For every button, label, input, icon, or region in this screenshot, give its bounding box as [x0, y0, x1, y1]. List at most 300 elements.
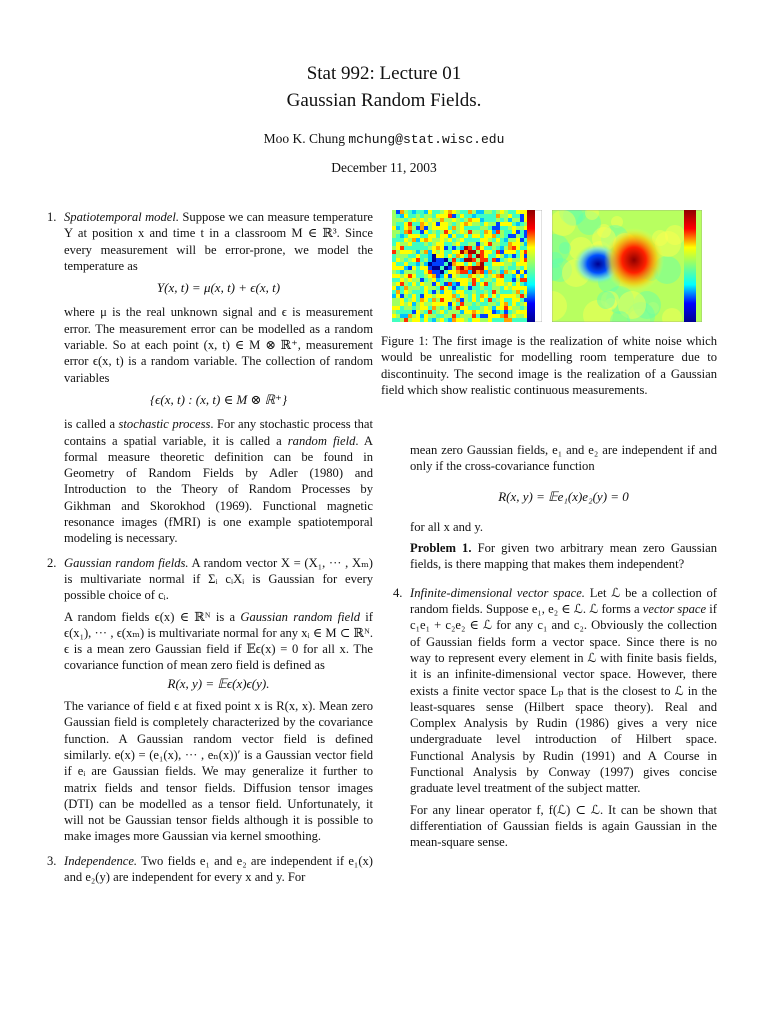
noise-pixel [504, 286, 508, 290]
noise-pixel [484, 294, 488, 298]
noise-pixel [496, 290, 500, 294]
noise-pixel [476, 262, 480, 266]
noise-pixel [452, 266, 456, 270]
noise-pixel [424, 222, 428, 226]
noise-pixel [392, 234, 396, 238]
noise-pixel [504, 294, 508, 298]
noise-pixel [396, 294, 400, 298]
noise-pixel [412, 318, 416, 322]
noise-pixel [400, 210, 404, 214]
noise-pixel [504, 218, 508, 222]
noise-pixel [508, 254, 512, 258]
noise-pixel [428, 270, 432, 274]
noise-pixel [516, 234, 520, 238]
noise-pixel [508, 222, 512, 226]
noise-pixel [448, 302, 452, 306]
noise-pixel [500, 222, 504, 226]
noise-pixel [520, 294, 524, 298]
noise-pixel [432, 234, 436, 238]
noise-pixel [472, 282, 476, 286]
noise-pixel [456, 214, 460, 218]
noise-pixel [484, 230, 488, 234]
noise-pixel [472, 310, 476, 314]
noise-pixel [492, 242, 496, 246]
noise-pixel [504, 210, 508, 214]
noise-pixel [436, 294, 440, 298]
noise-pixel [396, 234, 400, 238]
noise-pixel [400, 294, 404, 298]
noise-pixel [396, 266, 400, 270]
noise-pixel [488, 294, 492, 298]
noise-pixel [404, 226, 408, 230]
noise-pixel [452, 282, 456, 286]
noise-pixel [496, 246, 500, 250]
noise-pixel [412, 250, 416, 254]
noise-pixel [488, 210, 492, 214]
noise-pixel [460, 302, 464, 306]
noise-pixel [452, 290, 456, 294]
noise-pixel [428, 254, 432, 258]
noise-pixel [476, 214, 480, 218]
noise-pixel [520, 298, 524, 302]
noise-pixel [392, 242, 396, 246]
noise-pixel [520, 278, 524, 282]
noise-pixel [496, 302, 500, 306]
noise-pixel [408, 258, 412, 262]
noise-pixel [452, 222, 456, 226]
noise-pixel [468, 290, 472, 294]
noise-pixel [468, 302, 472, 306]
noise-pixel [416, 234, 420, 238]
noise-pixel [436, 218, 440, 222]
noise-pixel [480, 294, 484, 298]
noise-pixel [516, 306, 520, 310]
noise-pixel [500, 246, 504, 250]
noise-pixel [424, 314, 428, 318]
noise-pixel [392, 314, 396, 318]
noise-pixel [508, 234, 512, 238]
noise-pixel [468, 262, 472, 266]
noise-pixel [400, 274, 404, 278]
noise-pixel [444, 286, 448, 290]
noise-pixel [476, 266, 480, 270]
noise-pixel [476, 254, 480, 258]
noise-pixel [408, 218, 412, 222]
noise-pixel [392, 306, 396, 310]
noise-pixel [508, 286, 512, 290]
noise-pixel [464, 298, 468, 302]
noise-pixel [504, 266, 508, 270]
noise-pixel [492, 226, 496, 230]
noise-pixel [400, 242, 404, 246]
noise-pixel [436, 274, 440, 278]
noise-pixel [476, 222, 480, 226]
noise-pixel [520, 266, 524, 270]
noise-pixel [460, 306, 464, 310]
noise-pixel [452, 250, 456, 254]
noise-pixel [408, 310, 412, 314]
noise-pixel [432, 238, 436, 242]
noise-pixel [432, 242, 436, 246]
noise-pixel [472, 274, 476, 278]
noise-pixel [504, 314, 508, 318]
noise-pixel [456, 310, 460, 314]
noise-pixel [392, 246, 396, 250]
noise-pixel [512, 298, 516, 302]
noise-pixel [404, 270, 408, 274]
noise-pixel [440, 306, 444, 310]
noise-pixel [492, 230, 496, 234]
noise-pixel [400, 226, 404, 230]
equation: {ϵ(x, t) : (x, t) ∈ M ⊗ ℝ⁺} [149, 391, 288, 407]
noise-pixel [424, 254, 428, 258]
noise-pixel [428, 306, 432, 310]
noise-pixel [440, 218, 444, 222]
noise-pixel [500, 214, 504, 218]
noise-pixel [468, 242, 472, 246]
noise-pixel [460, 294, 464, 298]
noise-pixel [412, 266, 416, 270]
noise-pixel [392, 218, 396, 222]
noise-pixel [436, 254, 440, 258]
noise-pixel [464, 242, 468, 246]
noise-pixel [480, 242, 484, 246]
noise-pixel [408, 222, 412, 226]
noise-pixel [480, 318, 484, 322]
noise-pixel [412, 282, 416, 286]
noise-pixel [488, 222, 492, 226]
noise-pixel [428, 258, 432, 262]
noise-pixel [472, 230, 476, 234]
noise-pixel [408, 214, 412, 218]
noise-pixel [404, 214, 408, 218]
noise-pixel [412, 290, 416, 294]
noise-pixel [444, 262, 448, 266]
noise-pixel [412, 286, 416, 290]
noise-pixel [456, 298, 460, 302]
noise-pixel [516, 274, 520, 278]
noise-pixel [520, 242, 524, 246]
noise-pixel [472, 270, 476, 274]
noise-pixel [480, 246, 484, 250]
noise-pixel [512, 310, 516, 314]
noise-pixel [484, 222, 488, 226]
noise-pixel [428, 242, 432, 246]
noise-pixel [480, 266, 484, 270]
noise-pixel [476, 270, 480, 274]
noise-pixel [436, 282, 440, 286]
noise-pixel [412, 314, 416, 318]
author-line [0, 131, 768, 147]
noise-pixel [400, 262, 404, 266]
noise-pixel [440, 318, 444, 322]
noise-pixel [456, 250, 460, 254]
noise-pixel [436, 298, 440, 302]
noise-pixel [500, 234, 504, 238]
noise-pixel [472, 290, 476, 294]
noise-pixel [512, 214, 516, 218]
noise-pixel [444, 266, 448, 270]
noise-pixel [412, 218, 416, 222]
noise-pixel [420, 302, 424, 306]
noise-pixel [416, 230, 420, 234]
noise-pixel [392, 302, 396, 306]
noise-pixel [520, 258, 524, 262]
noise-pixel [484, 246, 488, 250]
noise-pixel [444, 222, 448, 226]
noise-pixel [408, 282, 412, 286]
noise-pixel [452, 226, 456, 230]
noise-pixel [428, 246, 432, 250]
noise-pixel [484, 278, 488, 282]
noise-pixel [428, 294, 432, 298]
noise-pixel [452, 234, 456, 238]
noise-pixel [416, 218, 420, 222]
noise-pixel [484, 262, 488, 266]
noise-pixel [396, 250, 400, 254]
noise-pixel [464, 234, 468, 238]
noise-pixel [412, 210, 416, 214]
noise-pixel [408, 302, 412, 306]
noise-pixel [460, 266, 464, 270]
noise-pixel [468, 218, 472, 222]
noise-pixel [512, 270, 516, 274]
item-number: 3. [47, 853, 57, 868]
noise-pixel [396, 238, 400, 242]
noise-pixel [424, 230, 428, 234]
noise-pixel [420, 318, 424, 322]
noise-pixel [504, 246, 508, 250]
noise-pixel [440, 246, 444, 250]
noise-pixel [496, 262, 500, 266]
noise-pixel [444, 258, 448, 262]
noise-pixel [456, 318, 460, 322]
item-number: 2. [47, 555, 57, 570]
noise-pixel [520, 234, 524, 238]
noise-pixel [476, 258, 480, 262]
noise-pixel [448, 222, 452, 226]
noise-pixel [520, 310, 524, 314]
noise-pixel [448, 258, 452, 262]
noise-pixel [504, 278, 508, 282]
item-heading: Infinite-dimensional vector space. [410, 585, 585, 600]
noise-pixel [396, 270, 400, 274]
item-text: A random vector X = (X₁, ··· , Xₘ) is multivariate normal if Σᵢ cᵢXᵢ is Gaussian for every possible choice of cᵢ. [64, 555, 373, 603]
noise-pixel [452, 246, 456, 250]
noise-pixel [492, 310, 496, 314]
noise-pixel [424, 302, 428, 306]
noise-pixel [512, 210, 516, 214]
noise-pixel [488, 226, 492, 230]
noise-pixel [456, 274, 460, 278]
noise-pixel [480, 274, 484, 278]
noise-pixel [452, 230, 456, 234]
noise-pixel [416, 254, 420, 258]
noise-pixel [504, 258, 508, 262]
noise-pixel [424, 258, 428, 262]
noise-pixel [500, 294, 504, 298]
noise-pixel [460, 246, 464, 250]
noise-pixel [516, 302, 520, 306]
noise-pixel [420, 238, 424, 242]
noise-pixel [420, 234, 424, 238]
noise-pixel [448, 234, 452, 238]
noise-pixel [484, 254, 488, 258]
noise-pixel [500, 226, 504, 230]
noise-pixel [468, 226, 472, 230]
noise-pixel [492, 258, 496, 262]
noise-pixel [480, 270, 484, 274]
noise-pixel [436, 234, 440, 238]
noise-pixel [504, 270, 508, 274]
noise-pixel [432, 286, 436, 290]
noise-pixel [412, 278, 416, 282]
noise-pixel [444, 250, 448, 254]
noise-pixel [500, 270, 504, 274]
problem-text: For given two arbitrary mean zero Gaussian fields, is there mapping that makes them independent? [410, 541, 717, 572]
noise-pixel [432, 310, 436, 314]
noise-pixel [520, 250, 524, 254]
noise-pixel [504, 238, 508, 242]
noise-pixel [428, 230, 432, 234]
page-title: Stat 992: Lecture 01 [306, 63, 462, 84]
noise-pixel [464, 222, 468, 226]
noise-pixel [416, 310, 420, 314]
noise-pixel [416, 306, 420, 310]
noise-pixel [468, 246, 472, 250]
noise-pixel [408, 242, 412, 246]
noise-pixel [408, 246, 412, 250]
noise-pixel [440, 254, 444, 258]
noise-pixel [496, 318, 500, 322]
noise-pixel [460, 298, 464, 302]
noise-pixel [396, 262, 400, 266]
noise-pixel [456, 258, 460, 262]
noise-pixel [468, 238, 472, 242]
noise-pixel [468, 258, 472, 262]
noise-pixel [424, 310, 428, 314]
noise-pixel [508, 214, 512, 218]
noise-pixel [496, 278, 500, 282]
noise-pixel [452, 274, 456, 278]
noise-pixel [492, 278, 496, 282]
noise-pixel [396, 218, 400, 222]
noise-pixel [392, 266, 396, 270]
noise-pixel [420, 278, 424, 282]
noise-pixel [496, 226, 500, 230]
noise-pixel [436, 258, 440, 262]
noise-pixel [420, 266, 424, 270]
noise-pixel [516, 314, 520, 318]
noise-pixel [416, 298, 420, 302]
noise-pixel [412, 270, 416, 274]
noise-pixel [456, 266, 460, 270]
field-blob [559, 242, 571, 254]
noise-pixel [468, 294, 472, 298]
noise-pixel [476, 218, 480, 222]
noise-pixel [440, 242, 444, 246]
noise-pixel [472, 250, 476, 254]
noise-pixel [516, 266, 520, 270]
noise-pixel [460, 230, 464, 234]
noise-pixel [448, 242, 452, 246]
noise-pixel [492, 254, 496, 258]
noise-pixel [420, 218, 424, 222]
noise-pixel [448, 246, 452, 250]
noise-pixel [500, 218, 504, 222]
noise-pixel [496, 306, 500, 310]
noise-pixel [456, 254, 460, 258]
noise-pixel [440, 262, 444, 266]
noise-pixel [480, 290, 484, 294]
noise-pixel [504, 262, 508, 266]
noise-pixel [416, 214, 420, 218]
noise-pixel [440, 286, 444, 290]
noise-pixel [416, 282, 420, 286]
noise-pixel [436, 286, 440, 290]
noise-pixel [448, 274, 452, 278]
noise-pixel [416, 318, 420, 322]
noise-pixel [416, 266, 420, 270]
noise-pixel [464, 238, 468, 242]
noise-pixel [424, 294, 428, 298]
noise-pixel [428, 238, 432, 242]
noise-pixel [500, 258, 504, 262]
noise-pixel [512, 238, 516, 242]
noise-pixel [440, 234, 444, 238]
noise-pixel [480, 230, 484, 234]
noise-pixel [416, 222, 420, 226]
noise-pixel [448, 226, 452, 230]
figure-caption: Figure 1: The first image is the realization of white noise which would be unrealistic for modelling room temperature due to discontinuity. The second image is the realization of a Gaussian field which show realistic continuous measurements. [381, 334, 717, 397]
noise-pixel [468, 222, 472, 226]
noise-pixel [504, 318, 508, 322]
noise-pixel [500, 310, 504, 314]
noise-pixel [480, 302, 484, 306]
noise-pixel [404, 246, 408, 250]
noise-pixel [440, 282, 444, 286]
noise-pixel [508, 210, 512, 214]
noise-pixel [516, 262, 520, 266]
noise-pixel [460, 278, 464, 282]
noise-pixel [512, 254, 516, 258]
noise-pixel [460, 214, 464, 218]
noise-pixel [508, 258, 512, 262]
noise-pixel [452, 314, 456, 318]
noise-pixel [512, 274, 516, 278]
noise-pixel [420, 286, 424, 290]
noise-pixel [500, 250, 504, 254]
noise-pixel [428, 274, 432, 278]
noise-pixel [428, 250, 432, 254]
noise-pixel [392, 294, 396, 298]
noise-pixel [492, 314, 496, 318]
noise-pixel [468, 314, 472, 318]
noise-pixel [512, 282, 516, 286]
noise-pixel [404, 278, 408, 282]
noise-pixel [452, 242, 456, 246]
item-text: for all x and y. [410, 519, 483, 534]
noise-pixel [404, 302, 408, 306]
noise-pixel [432, 218, 436, 222]
noise-pixel [516, 290, 520, 294]
noise-pixel [420, 298, 424, 302]
noise-pixel [412, 262, 416, 266]
noise-pixel [428, 262, 432, 266]
noise-pixel [440, 302, 444, 306]
noise-pixel [500, 210, 504, 214]
item-number: 4. [393, 585, 403, 600]
